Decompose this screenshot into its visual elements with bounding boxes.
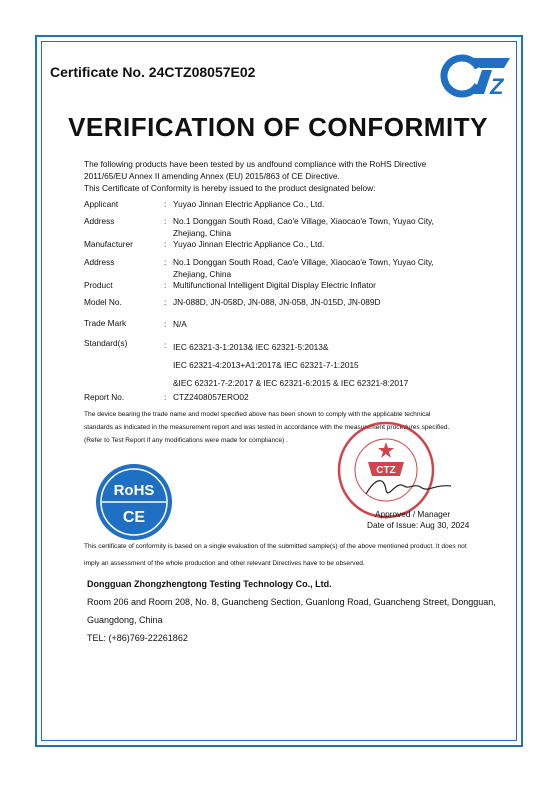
disclaimer-text [84,538,514,572]
certificate-number: Certificate No. 24CTZ08057E02 [50,64,256,80]
standards-label: Standard(s) [84,338,128,348]
product-value: Multifunctional Intelligent Digital Display Electric Inflator [173,280,376,290]
model-label: Model No. [84,297,122,307]
ce-mark-text: CE [122,509,146,526]
applicant-address-line-2: Zhejiang, China [173,228,232,238]
notice-line-3: (Refer to Test Report if any modifications were made for compliance) . [84,437,289,444]
colon: : [164,297,167,307]
signatory-role: Approved / Manager [375,509,451,519]
colon: : [164,280,167,290]
applicant-address-value [173,215,434,239]
applicant-label: Applicant [84,199,119,209]
manufacturer-value: Yuyao Jinnan Electric Appliance Co., Ltd. [173,239,325,249]
intro-text [84,158,504,194]
colon: : [164,319,167,329]
company-address-line-1: Room 206 and Room 208, No. 8, Guancheng Section, Guanlong Road, Guancheng Street, Dongguan, [87,597,496,607]
report-label: Report No. [84,392,125,402]
notice-line-2: standards as indicated in the measurement report and was tested in accordance with the measurement procedures specified. [84,424,450,431]
manufacturer-address-label: Address [84,257,115,267]
manufacturer-address-value [173,256,434,280]
notice-line-1: The device bearing the trade name and model specified above has been shown to comply with the applicable technical [84,411,431,418]
intro-line-1: The following products have been tested by us andfound compliance with the RoHS Directive [84,159,427,169]
trademark-label: Trade Mark [84,318,127,328]
svg-text:Z: Z [490,74,504,99]
issue-date: Date of Issue: Aug 30, 2024 [367,520,470,530]
intro-line-2: 2011/65/EU Annex II amending Annex (EU) 2015/863 of CE Directive. [84,171,340,181]
manufacturer-address-line-1: No.1 Donggan South Road, Cao'e Village, Xiaocao'e Town, Yuyao City, [173,257,434,267]
standards-line-2: IEC 62321-4:2013+A1:2017& IEC 62321-7-1:2015 [173,360,359,370]
stamp-center-text: CTZ [376,465,396,476]
ctz-logo [440,50,512,102]
rohs-text: RoHS [113,482,155,499]
standards-line-3: &IEC 62321-7-2:2017 & IEC 62321-6:2015 & IEC 62321-8:2017 [173,378,409,388]
manufacturer-label: Manufacturer [84,239,133,249]
disclaimer-line-1: This certificate of conformity is based on a single evaluation of the submitted sample(s) of the above mentioned product. It does not [84,543,467,550]
applicant-address-label: Address [84,216,115,226]
colon: : [164,340,167,350]
report-value: CTZ2408057ERO02 [173,392,249,402]
applicant-value: Yuyao Jinnan Electric Appliance Co., Ltd. [173,199,325,209]
colon: : [164,392,167,402]
disclaimer-line-2: imply an assessment of the whole production and other relevant Directives have to be observed. [84,560,365,567]
company-address-line-2: Guangdong, China [87,615,163,625]
colon: : [164,199,167,209]
colon: : [164,216,167,226]
compliance-notice [84,408,514,447]
product-label: Product [84,280,113,290]
standards-value [173,338,408,392]
model-value: JN-088D, JN-058D, JN-088, JN-058, JN-015D, JN-089D [173,297,381,307]
intro-line-3: This Certificate of Conformity is hereby issued to the product designated below: [84,183,376,193]
standards-line-1: IEC 62321-3-1:2013& IEC 62321-5:2013& [173,342,329,352]
document-title: VERIFICATION OF CONFORMITY [68,112,488,142]
trademark-value: N/A [173,319,187,329]
company-seal-stamp-icon [336,420,436,520]
colon: : [164,239,167,249]
colon: : [164,257,167,267]
applicant-address-line-1: No.1 Donggan South Road, Cao'e Village, Xiaocao'e Town, Yuyao City, [173,216,434,226]
issuer-company-block [87,575,527,647]
rohs-ce-badge-icon [94,462,174,542]
signature-icon [356,472,466,502]
manufacturer-address-line-2: Zhejiang, China [173,269,232,279]
company-telephone: TEL: (+86)769-22261862 [87,633,188,643]
company-name: Dongguan Zhongzhengtong Testing Technology Co., Ltd. [87,579,332,589]
